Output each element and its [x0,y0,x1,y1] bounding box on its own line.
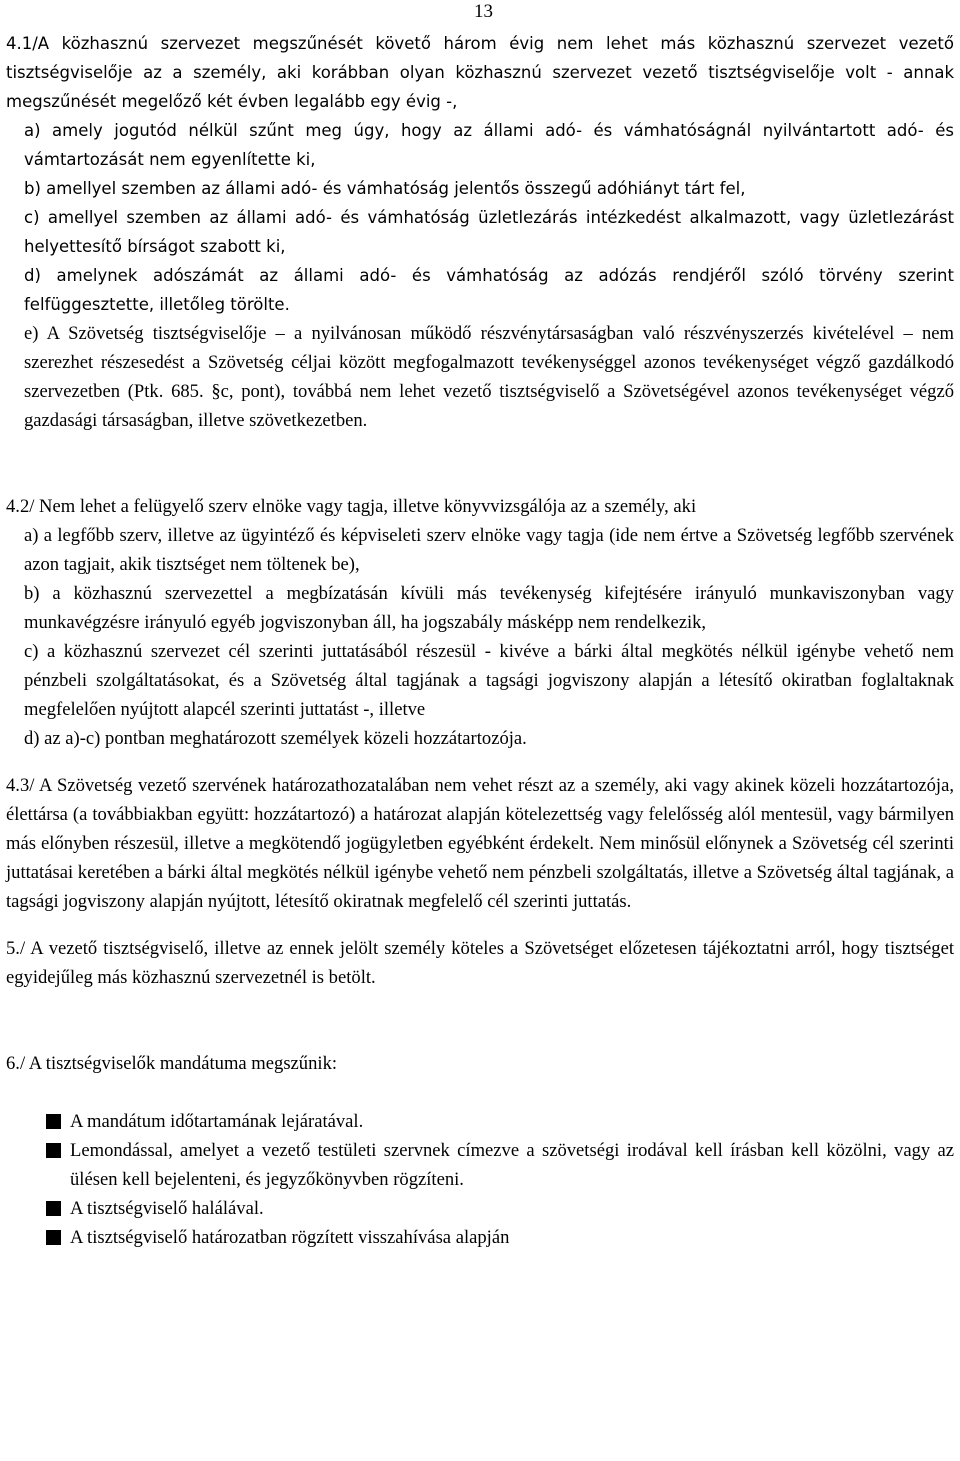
section-6-heading: 6./ A tisztségviselők mandátuma megszűnik: [6,1053,338,1074]
section-4-2-item-d: d) az a)-c) pontban meghatározott személyek közeli hozzátartozója. [24,728,527,749]
section-4-1-item-c: c) amellyel szemben az állami adó- és vámhatóság üzletlezárás intézkedést alkalmazott, vagy üzletlezárást helyettesítő bírságot szabott ki, [24,208,954,256]
section-4-1-item-d: d) amelynek adószámát az állami adó- és vámhatóság az adózás rendjéről szóló törvény szerint felfüggesztette, illetőleg törölte. [24,266,954,314]
section-4-3-text: 4.3/ A Szövetség vezető szervének határozathozatalában nem vehet részt az a személy, aki vagy akinek közeli hozzátartozója, élettársa (a továbbiakban együtt: hozzátartozó) a határozat alapján kötelezettség vagy felelősség alól mentesül, vagy bármilyen más előnyben részesül, illetve a megkötendő jogügyletben egyébként érdekelt. Nem minősül előnynek a Szövetség cél szerinti juttatásai keretében a bárki által megkötés nélkül igénybe vehető nem pénzbeli szolgáltatás, illetve a Szövetség által tagjának, a tagsági jogviszony alapján nyújtott, létesítő okiratnak megfelelő cél szerinti juttatás. [6,775,954,912]
section-4-1-item-b: b) amellyel szemben az állami adó- és vámhatóság jelentős összegű adóhiányt tárt fel, [24,179,746,198]
section-4-2-item-a: a) a legfőbb szerv, illetve az ügyintéző és képviseleti szerv elnöke vagy tagja (ide nem értve a Szövetség legfőbb szervének azon tagjait, akik tisztséget nem töltenek be), [24,525,954,575]
section-4-2-item-b: b) a közhasznú szervezettel a megbízatásán kívüli más tevékenység kifejtésére irányuló munkaviszonyban vagy munkavégzésre irányuló egyéb jogviszonyban áll, ha jogszabály másképp nem rendelkezik, [24,583,954,633]
list-item: A mandátum időtartamának lejáratával. [6,1107,954,1136]
document-body [6,29,954,1252]
section-4-2 [6,492,954,753]
square-bullet-icon [46,1201,61,1216]
list-item: A tisztségviselő halálával. [6,1194,954,1223]
section-6 [6,1049,954,1252]
termination-list [6,1107,954,1252]
section-4-3 [6,771,954,916]
page-number: 13 [474,1,493,22]
square-bullet-icon [46,1114,61,1129]
list-item: Lemondással, amelyet a vezető testületi szervnek címezve a szövetségi irodával kell írásban kell közölni, vagy az ülésen kell bejelenteni, és jegyzőkönyvben rögzíteni. [6,1136,954,1194]
section-5 [6,934,954,992]
section-4-1 [6,29,954,435]
square-bullet-icon [46,1230,61,1245]
section-4-1-item-e: e) A Szövetség tisztségviselője – a nyilvánosan működő részvénytársaságban való részvényszerzés kivételével – nem szerezhet részesedést a Szövetség céljai között megfogalmazott tevékenységgel azonos tevékenységet végző gazdálkodó szervezetben (Ptk. 685. §c, pont), továbbá nem lehet vezető tisztségviselő a Szövetségével azonos tevékenységet végző gazdasági társaságban, illetve szövetkezetben. [24,323,954,431]
section-4-1-intro: 4.1/A közhasznú szervezet megszűnését követő három évig nem lehet más közhasznú szervezet vezető tisztségviselője az a személy, aki korábban olyan közhasznú szervezet vezető tisztségviselője volt - annak megszűnését megelőző két évben legalább egy évig -, [6,34,954,111]
square-bullet-icon [46,1143,61,1158]
list-item: A tisztségviselő határozatban rögzített visszahívása alapján [6,1223,954,1252]
section-4-1-item-a: a) amely jogutód nélkül szűnt meg úgy, hogy az állami adó- és vámhatóságnál nyilvántartott adó- és vámtartozását nem egyenlítette ki, [24,121,954,169]
section-4-2-intro: 4.2/ Nem lehet a felügyelő szerv elnöke vagy tagja, illetve könyvvizsgálója az a személy, aki [6,496,697,517]
section-5-text: 5./ A vezető tisztségviselő, illetve az ennek jelölt személy köteles a Szövetséget előzetesen tájékoztatni arról, hogy tisztséget egyidejűleg más közhasznú szervezetnél is betölt. [6,938,954,988]
section-4-2-item-c: c) a közhasznú szervezet cél szerinti juttatásából részesül - kivéve a bárki által megkötés nélkül igénybe vehető nem pénzbeli szolgáltatásokat, és a Szövetség által tagjának a tagsági jogviszony alapján a létesítő okiratban foglaltaknak megfelelően nyújtott alapcél szerinti juttatást -, illetve [24,641,954,720]
